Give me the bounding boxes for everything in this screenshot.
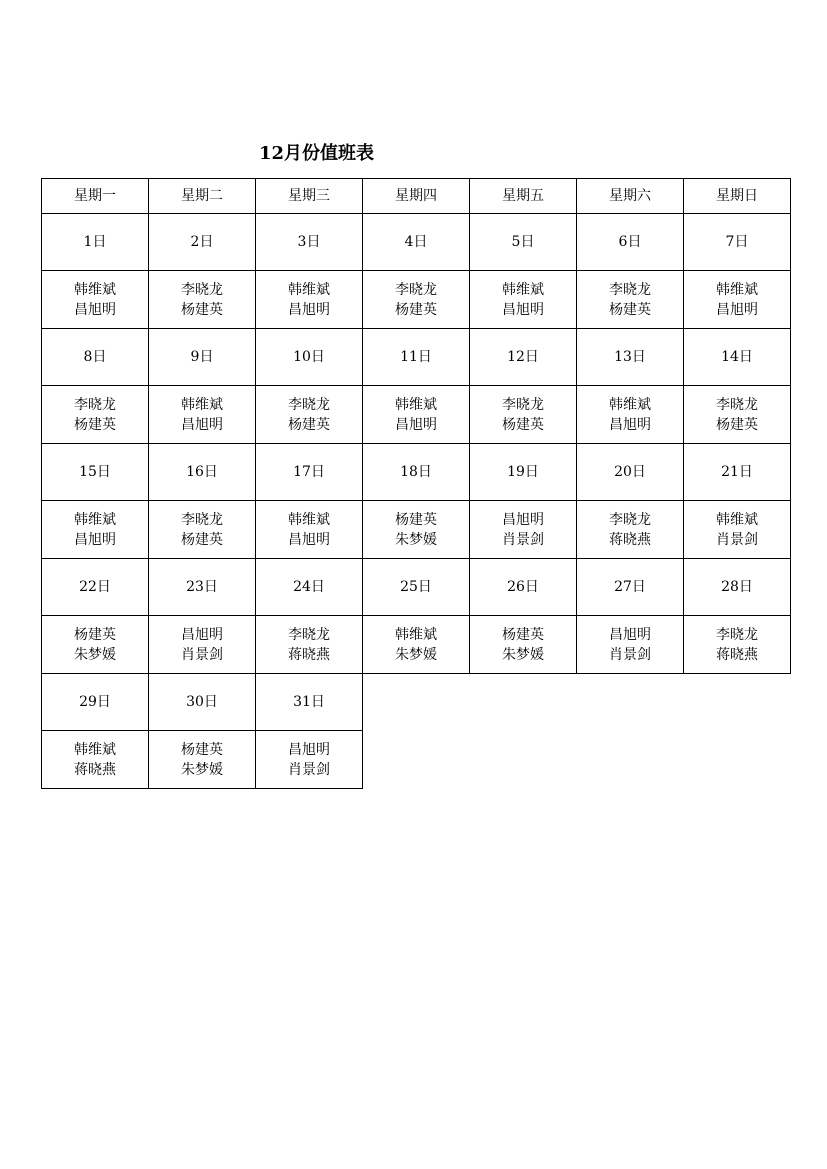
weekday-header: 星期一: [42, 179, 149, 214]
date-cell: 16日: [149, 444, 256, 501]
date-cell: 13日: [577, 329, 684, 386]
staff-name: 肖景剑: [288, 761, 330, 778]
duty-cell: [684, 616, 791, 674]
date-cell: 25日: [363, 559, 470, 616]
duty-row: [42, 271, 791, 329]
staff-name: 肖景剑: [181, 646, 223, 663]
duty-row: [42, 616, 791, 674]
staff-name: 杨建英: [181, 531, 223, 548]
duty-cell: [149, 386, 256, 444]
staff-name: 朱梦媛: [181, 761, 223, 778]
staff-name: 蒋晓燕: [288, 646, 330, 663]
staff-name: 昌旭明: [609, 416, 651, 433]
duty-cell: [256, 386, 363, 444]
staff-name: 杨建英: [74, 416, 116, 433]
date-cell: 10日: [256, 329, 363, 386]
staff-name: 杨建英: [395, 301, 437, 318]
duty-cell: [42, 386, 149, 444]
staff-name: 朱梦媛: [395, 531, 437, 548]
duty-cell: [684, 271, 791, 329]
staff-name: 杨建英: [74, 626, 116, 643]
page-title: 12月份值班表: [259, 143, 375, 164]
date-cell: 11日: [363, 329, 470, 386]
staff-name: 杨建英: [502, 626, 544, 643]
empty-cell: [470, 731, 577, 789]
staff-name: 韩维斌: [395, 396, 437, 413]
duty-cell: [42, 731, 149, 789]
empty-cell: [363, 674, 470, 731]
staff-name: 韩维斌: [288, 511, 330, 528]
staff-name: 李晓龙: [74, 396, 116, 413]
date-row: [42, 329, 791, 386]
date-row: [42, 444, 791, 501]
staff-name: 韩维斌: [395, 626, 437, 643]
date-cell: 26日: [470, 559, 577, 616]
duty-cell: [256, 616, 363, 674]
empty-cell: [470, 674, 577, 731]
staff-name: 杨建英: [395, 511, 437, 528]
duty-cell: [577, 616, 684, 674]
staff-name: 韩维斌: [716, 511, 758, 528]
duty-cell: [149, 731, 256, 789]
staff-name: 朱梦媛: [395, 646, 437, 663]
duty-cell: [470, 501, 577, 559]
staff-name: 肖景剑: [609, 646, 651, 663]
date-row: [42, 214, 791, 271]
staff-name: 肖景剑: [502, 531, 544, 548]
duty-cell: [363, 501, 470, 559]
date-cell: 28日: [684, 559, 791, 616]
duty-cell: [684, 386, 791, 444]
weekday-header: 星期六: [577, 179, 684, 214]
staff-name: 蒋晓燕: [716, 646, 758, 663]
staff-name: 杨建英: [609, 301, 651, 318]
staff-name: 昌旭明: [395, 416, 437, 433]
date-cell: 19日: [470, 444, 577, 501]
staff-name: 韩维斌: [181, 396, 223, 413]
staff-name: 李晓龙: [716, 626, 758, 643]
duty-cell: [363, 386, 470, 444]
date-cell: 27日: [577, 559, 684, 616]
date-row: [42, 674, 791, 731]
date-cell: 24日: [256, 559, 363, 616]
weekday-header: 星期四: [363, 179, 470, 214]
duty-cell: [363, 271, 470, 329]
staff-name: 韩维斌: [716, 281, 758, 298]
date-cell: 18日: [363, 444, 470, 501]
staff-name: 昌旭明: [74, 531, 116, 548]
duty-row: [42, 731, 791, 789]
date-cell: 1日: [42, 214, 149, 271]
staff-name: 蒋晓燕: [609, 531, 651, 548]
date-cell: 20日: [577, 444, 684, 501]
duty-row: [42, 501, 791, 559]
date-cell: 5日: [470, 214, 577, 271]
empty-cell: [684, 674, 791, 731]
duty-cell: [42, 616, 149, 674]
duty-cell: [256, 501, 363, 559]
date-cell: 31日: [256, 674, 363, 731]
date-cell: 4日: [363, 214, 470, 271]
staff-name: 李晓龙: [395, 281, 437, 298]
staff-name: 韩维斌: [609, 396, 651, 413]
staff-name: 李晓龙: [502, 396, 544, 413]
date-cell: 21日: [684, 444, 791, 501]
staff-name: 蒋晓燕: [74, 761, 116, 778]
date-cell: 6日: [577, 214, 684, 271]
staff-name: 昌旭明: [716, 301, 758, 318]
staff-name: 李晓龙: [181, 281, 223, 298]
date-cell: 29日: [42, 674, 149, 731]
duty-cell: [149, 501, 256, 559]
duty-cell: [42, 271, 149, 329]
staff-name: 杨建英: [288, 416, 330, 433]
duty-cell: [470, 616, 577, 674]
staff-name: 昌旭明: [74, 301, 116, 318]
duty-cell: [577, 386, 684, 444]
staff-name: 杨建英: [181, 301, 223, 318]
staff-name: 李晓龙: [609, 511, 651, 528]
duty-cell: [577, 501, 684, 559]
duty-cell: [42, 501, 149, 559]
date-cell: 17日: [256, 444, 363, 501]
date-cell: 23日: [149, 559, 256, 616]
staff-name: 昌旭明: [288, 531, 330, 548]
duty-cell: [470, 386, 577, 444]
staff-name: 朱梦媛: [74, 646, 116, 663]
weekday-header: 星期日: [684, 179, 791, 214]
duty-cell: [149, 616, 256, 674]
staff-name: 杨建英: [716, 416, 758, 433]
staff-name: 杨建英: [502, 416, 544, 433]
staff-name: 李晓龙: [288, 626, 330, 643]
empty-cell: [684, 731, 791, 789]
empty-cell: [363, 731, 470, 789]
duty-cell: [577, 271, 684, 329]
weekday-header: 星期二: [149, 179, 256, 214]
date-cell: 7日: [684, 214, 791, 271]
duty-cell: [256, 731, 363, 789]
weekday-header: 星期五: [470, 179, 577, 214]
staff-name: 李晓龙: [181, 511, 223, 528]
duty-cell: [470, 271, 577, 329]
date-cell: 14日: [684, 329, 791, 386]
date-cell: 9日: [149, 329, 256, 386]
staff-name: 朱梦媛: [502, 646, 544, 663]
empty-cell: [577, 731, 684, 789]
staff-name: 肖景剑: [716, 531, 758, 548]
date-cell: 3日: [256, 214, 363, 271]
staff-name: 韩维斌: [74, 741, 116, 758]
duty-cell: [684, 501, 791, 559]
schedule-body: [42, 179, 791, 789]
date-row: [42, 559, 791, 616]
staff-name: 李晓龙: [609, 281, 651, 298]
staff-name: 李晓龙: [288, 396, 330, 413]
staff-name: 昌旭明: [502, 301, 544, 318]
staff-name: 昌旭明: [288, 741, 330, 758]
staff-name: 李晓龙: [716, 396, 758, 413]
staff-name: 昌旭明: [288, 301, 330, 318]
empty-cell: [577, 674, 684, 731]
staff-name: 杨建英: [181, 741, 223, 758]
weekday-header: 星期三: [256, 179, 363, 214]
staff-name: 昌旭明: [502, 511, 544, 528]
date-cell: 12日: [470, 329, 577, 386]
duty-cell: [256, 271, 363, 329]
duty-cell: [149, 271, 256, 329]
duty-cell: [363, 616, 470, 674]
duty-row: [42, 386, 791, 444]
weekday-header-row: [42, 179, 791, 214]
duty-schedule-table: [41, 178, 791, 789]
staff-name: 韩维斌: [288, 281, 330, 298]
staff-name: 昌旭明: [609, 626, 651, 643]
date-cell: 8日: [42, 329, 149, 386]
staff-name: 昌旭明: [181, 416, 223, 433]
date-cell: 2日: [149, 214, 256, 271]
staff-name: 昌旭明: [181, 626, 223, 643]
staff-name: 韩维斌: [74, 511, 116, 528]
staff-name: 韩维斌: [502, 281, 544, 298]
staff-name: 韩维斌: [74, 281, 116, 298]
date-cell: 15日: [42, 444, 149, 501]
date-cell: 22日: [42, 559, 149, 616]
date-cell: 30日: [149, 674, 256, 731]
